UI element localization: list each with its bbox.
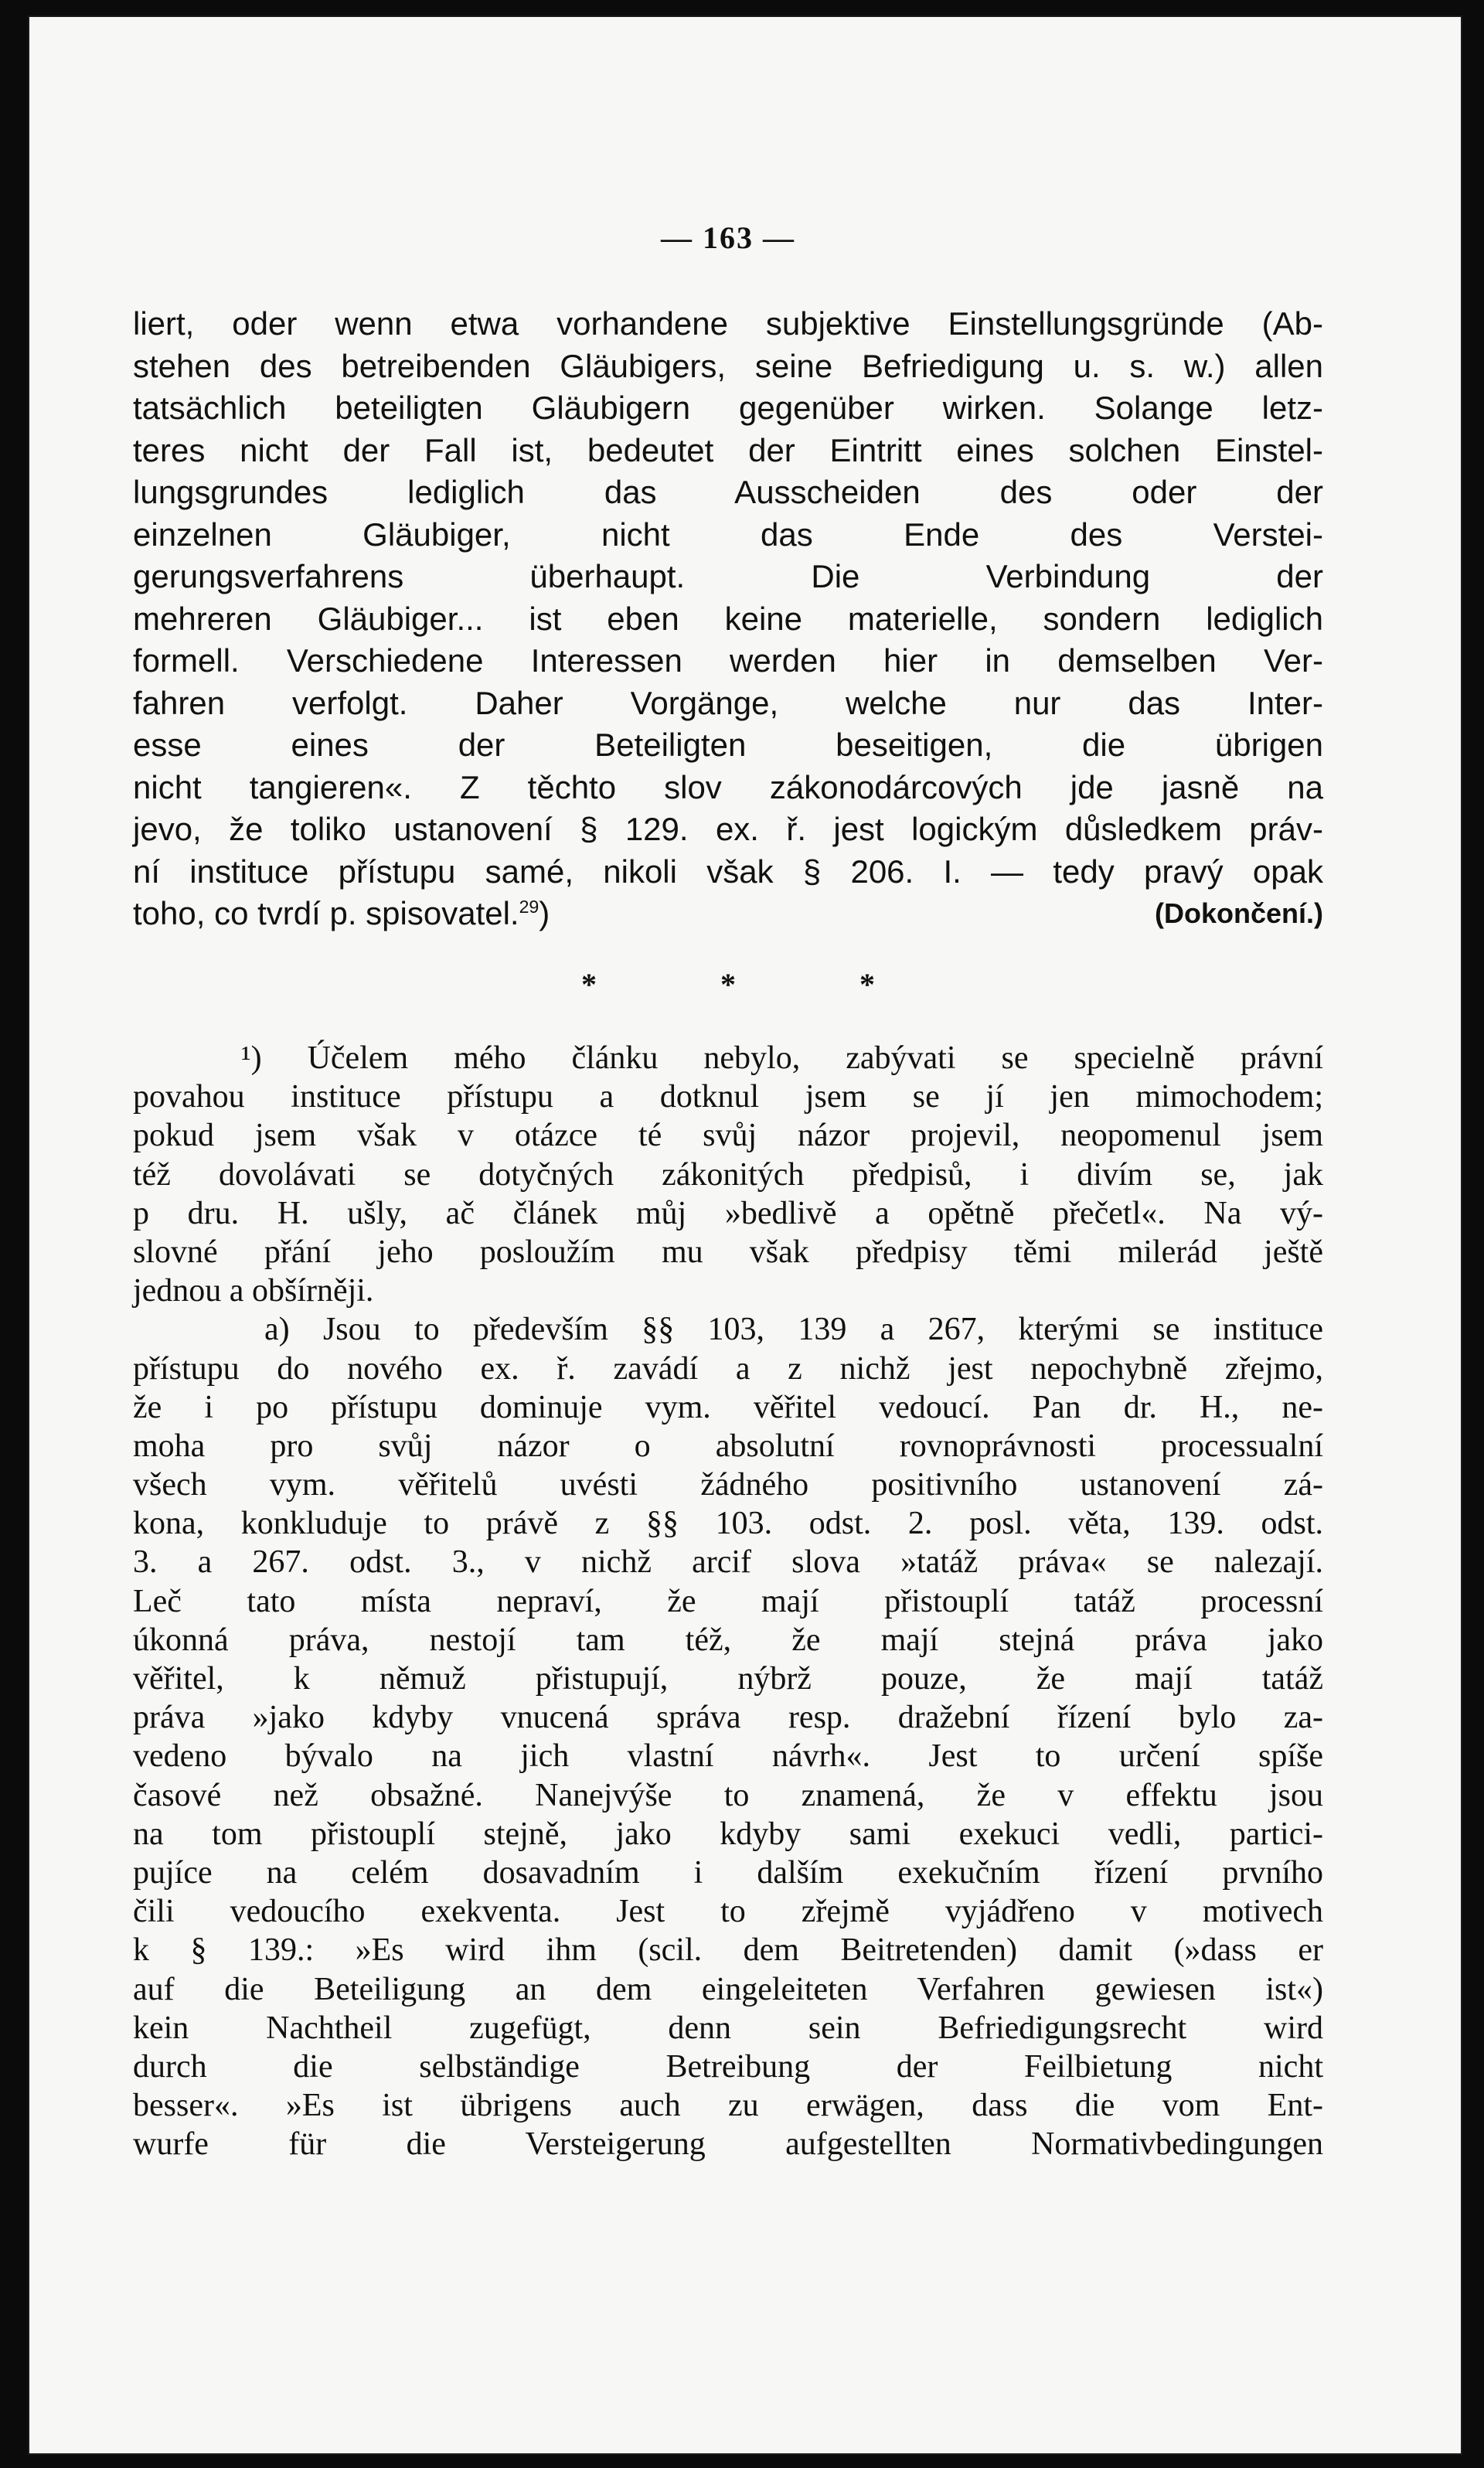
text-line: kein Nachtheil zugefügt, denn sein Befriedigungsrecht wird bbox=[133, 2010, 1323, 2046]
star-mark: * bbox=[720, 967, 736, 1002]
note-first-line-text: Účelem mého článku nebylo, zabývati se specielně právní bbox=[307, 1040, 1323, 1076]
text-line: práva »jako kdyby vnucená správa resp. dražební řízení bylo za- bbox=[133, 1700, 1323, 1736]
text-line: přístupu do nového ex. ř. zavádí a z nichž jest nepochybně zřejmo, bbox=[133, 1350, 1323, 1387]
text-line: časové než obsažné. Nanejvýše to znamená, že v effektu jsou bbox=[133, 1777, 1323, 1813]
text-line: vedeno bývalo na jich vlastní návrh«. Jest to určení spíše bbox=[133, 1738, 1323, 1775]
text-line: též dovolávati se dotyčných zákonitých předpisů, i divím se, jak bbox=[133, 1156, 1323, 1193]
author-note-block bbox=[133, 1039, 1323, 2163]
text-line: gerungsverfahrens überhaupt. Die Verbindung der bbox=[133, 558, 1323, 594]
star-mark: * bbox=[581, 967, 597, 1002]
text-line: ní instituce přístupu samé, nikoli však § 206. I. — tedy pravý opak bbox=[133, 853, 1323, 890]
text-line: na tom přistouplí stejně, jako kdyby sami exekuci vedli, partici- bbox=[133, 1816, 1323, 1852]
text-line: kona, konkluduje to právě z §§ 103. odst. 2. posl. věta, 139. odst. bbox=[133, 1506, 1323, 1542]
continued-note: (Dokončení.) bbox=[1154, 897, 1323, 929]
text-line: že i po přístupu dominuje vym. věřitel vedoucí. Pan dr. H., ne- bbox=[133, 1389, 1323, 1425]
text-line: formell. Verschiedene Interessen werden hier in demselben Ver- bbox=[133, 642, 1323, 679]
text-line: mehreren Gläubiger... ist eben keine materielle, sondern lediglich bbox=[133, 600, 1323, 637]
section-divider-stars bbox=[133, 966, 1323, 1003]
text-line: úkonná práva, nestojí tam též, že mají stejná práva jako bbox=[133, 1622, 1323, 1658]
star-mark: * bbox=[859, 967, 875, 1002]
text-line: esse eines der Beteiligten beseitigen, die übrigen bbox=[133, 727, 1323, 763]
text-line: 3. a 267. odst. 3., v nichž arcif slova »tatáž práva« se nalezají. bbox=[133, 1544, 1323, 1581]
text-line: Leč tato místa nepraví, že mají přistouplí tatáž processní bbox=[133, 1583, 1323, 1619]
text-line: durch die selbständige Betreibung der Feilbietung nicht bbox=[133, 2048, 1323, 2085]
closing-row bbox=[133, 893, 1323, 935]
text-line: povahou instituce přístupu a dotknul jsem se jí jen mimochodem; bbox=[133, 1079, 1323, 1115]
footnote-ref: 29 bbox=[519, 897, 539, 917]
text-line: všech vym. věřitelů uvésti žádného positivního ustanovení zá- bbox=[133, 1467, 1323, 1503]
text-line: k § 139.: »Es wird ihm (scil. dem Beitretenden) damit (»dass er bbox=[133, 1932, 1323, 1969]
german-quote-block bbox=[133, 303, 1323, 935]
text-line: auf die Beteiligung an dem eingeleiteten Verfahren gewiesen ist«) bbox=[133, 1971, 1323, 2007]
text-line: moha pro svůj názor o absolutní rovnoprávnosti processualní bbox=[133, 1428, 1323, 1464]
text-line: tatsächlich beteiligten Gläubigern gegenüber wirken. Solange letz- bbox=[133, 390, 1323, 426]
text-line: slovné přání jeho posloužím mu však předpisy těmi milerád ještě bbox=[133, 1234, 1323, 1270]
text-line: pujíce na celém dosavadním i dalším exekučním řízení prvního bbox=[133, 1854, 1323, 1891]
final-line-text: toho, co tvrdí p. spisovatel. bbox=[133, 895, 519, 931]
text-line: pokud jsem však v otázce té svůj názor projevil, neopomenul jsem bbox=[133, 1118, 1323, 1154]
text-line: nicht tangieren«. Z těchto slov zákonodárcových jde jasně na bbox=[133, 768, 1323, 805]
footnote-ref-close: ) bbox=[539, 895, 550, 931]
text-line: p dru. H. ušly, ač článek můj »bedlivě a opětně přečetl«. Na vý- bbox=[133, 1195, 1323, 1231]
text-line: stehen des betreibenden Gläubigers, seine Befriedigung u. s. w.) allen bbox=[133, 347, 1323, 384]
text-line: liert, oder wenn etwa vorhandene subjektive Einstellungsgründe (Ab- bbox=[133, 305, 1323, 342]
text-line: jednou a obšírněji. bbox=[133, 1273, 374, 1309]
text-line: teres nicht der Fall ist, bedeutet der Eintritt eines solchen Einstel- bbox=[133, 431, 1323, 468]
text-line: čili vedoucího exekventa. Jest to zřejmě vyjádřeno v motivech bbox=[133, 1894, 1323, 1930]
final-line bbox=[133, 893, 550, 935]
paragraph-a-first-line: a) Jsou to především §§ 103, 139 a 267, kterými se instituce bbox=[264, 1312, 1323, 1348]
text-line: wurfe für die Versteigerung aufgestellten Normativbedingungen bbox=[133, 2126, 1323, 2163]
text-line: fahren verfolgt. Daher Vorgänge, welche nur das Inter- bbox=[133, 684, 1323, 721]
text-line: besser«. »Es ist übrigens auch zu erwägen, dass die vom Ent- bbox=[133, 2088, 1323, 2124]
note-marker: ¹) bbox=[241, 1040, 262, 1076]
text-line: einzelnen Gläubiger, nicht das Ende des Verstei- bbox=[133, 516, 1323, 553]
book-page bbox=[28, 15, 1462, 2455]
text-line: věřitel, k němuž přistupují, nýbrž pouze, že mají tatáž bbox=[133, 1661, 1323, 1697]
page-number: — 163 — bbox=[661, 220, 795, 255]
text-line: lungsgrundes lediglich das Ausscheiden des oder der bbox=[133, 474, 1323, 510]
note-first-line bbox=[133, 1039, 1323, 1077]
text-line: jevo, že toliko ustanovení § 129. ex. ř. jest logickým důsledkem práv- bbox=[133, 811, 1323, 847]
